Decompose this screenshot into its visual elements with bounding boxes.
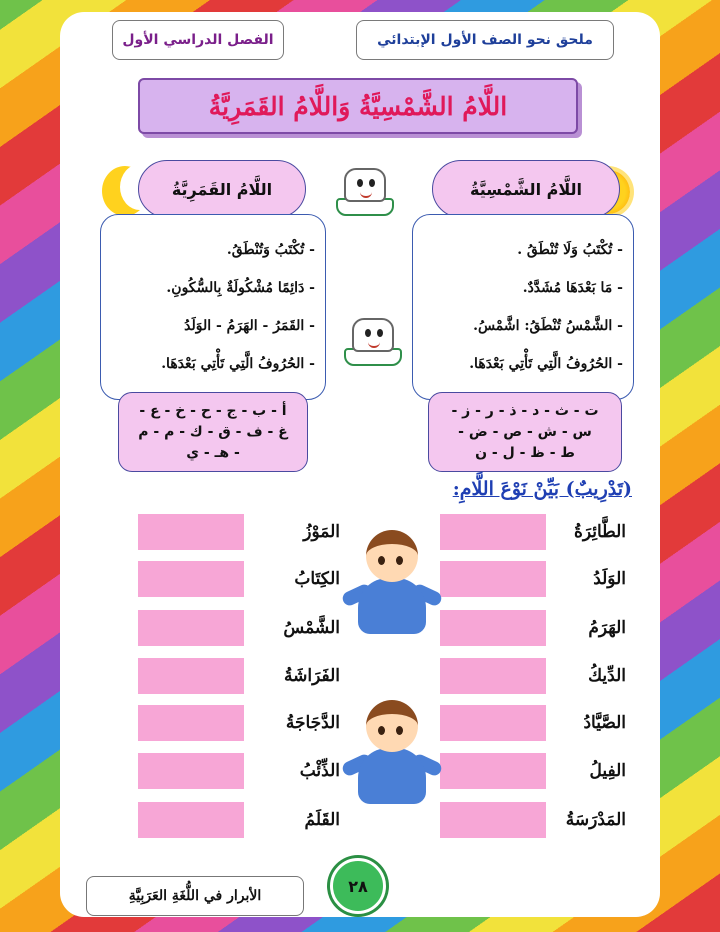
exercise-word: الدَّجَاجَةُ [285, 713, 340, 733]
rule-item: - تُكْتَبُ وَلَا تُنْطَقُ . [419, 231, 623, 269]
shamsiya-heading: اللَّامُ الشَّمْسِيَّةُ [432, 160, 620, 218]
book-label: ملحق نحو الصف الأول الإبتدائي [356, 20, 614, 60]
qamariya-letters [118, 392, 308, 472]
letters-line: ط - ظ - ل - ن [475, 444, 575, 461]
letters-line: س - ش - ص - ض - [458, 423, 592, 440]
rule-item: - القَمَرُ - الهَرَمُ - الوَلَدُ [107, 307, 315, 345]
footer-book-name: الأبرار في اللُّغَةِ العَرَبِيَّةِ [86, 876, 304, 916]
rule-item: - الشَّمْسُ تُنْطَقُ: اشَّمْسُ. [419, 307, 623, 345]
book-character-icon [344, 318, 402, 366]
exercise-word: المَوْزُ [303, 522, 340, 542]
letters-line: غ - ف - ق - ك - م - م [138, 423, 288, 440]
answer-box[interactable] [138, 610, 244, 646]
answer-box[interactable] [440, 610, 546, 646]
child-illustration [344, 700, 436, 810]
shamsiya-rules [412, 214, 634, 400]
exercise-word: الدِّيكُ [588, 666, 626, 686]
exercise-word: الذِّئْبُ [299, 761, 340, 781]
answer-box[interactable] [138, 705, 244, 741]
answer-box[interactable] [440, 753, 546, 789]
exercise-word: الفِيلُ [589, 761, 626, 781]
book-character-icon [336, 168, 394, 216]
answer-box[interactable] [440, 802, 546, 838]
qamariya-rules [100, 214, 326, 400]
exercise-word: الفَرَاشَةُ [284, 666, 340, 686]
exercise-word: الصَّيَّادُ [583, 713, 626, 733]
exercise-word: الوَلَدُ [593, 569, 626, 589]
shamsiya-letters [428, 392, 622, 472]
rule-item: - الحُرُوفُ الَّتِي تَأْتِي بَعْدَهَا. [107, 345, 315, 383]
exercise-word: الهَرَمُ [588, 618, 626, 638]
letters-line: أ - ب - ج - ح - خ - ع - [139, 402, 287, 419]
qamariya-heading: اللَّامُ القَمَرِيَّةُ [138, 160, 306, 218]
exercise-title: (تَدْرِيبٌ) بَيِّنْ نَوْعَ اللَّامِ: [452, 478, 632, 500]
answer-box[interactable] [440, 514, 546, 550]
rule-item: - دَائِمًا مُشْكُولَةٌ بِالسُّكُونِ. [107, 269, 315, 307]
answer-box[interactable] [138, 658, 244, 694]
exercise-word: الشَّمْسُ [283, 618, 340, 638]
term-label: الفصل الدراسي الأول [112, 20, 284, 60]
answer-box[interactable] [138, 561, 244, 597]
rule-item: - الحُرُوفُ الَّتِي تَأْتِي بَعْدَهَا. [419, 345, 623, 383]
answer-box[interactable] [138, 753, 244, 789]
page-title: اللَّامُ الشَّمْسِيَّةُ وَاللَّامُ القَمَرِيَّةُ [138, 78, 578, 134]
child-illustration [344, 530, 436, 640]
exercise-word: المَدْرَسَةُ [565, 810, 626, 830]
answer-box[interactable] [440, 705, 546, 741]
exercise-word: القَلَمُ [304, 810, 340, 830]
letters-line: ت - ث - د - ذ - ر - ز - [451, 402, 599, 419]
answer-box[interactable] [138, 514, 244, 550]
answer-box[interactable] [440, 561, 546, 597]
page-number-badge: ٢٨ [330, 858, 386, 914]
answer-box[interactable] [138, 802, 244, 838]
rule-item: - تُكْتَبُ وَتُنْطَقُ. [107, 231, 315, 269]
exercise-word: الكِتَابُ [294, 569, 340, 589]
letters-line: - هـ - ي [186, 444, 240, 461]
exercise-word: الطَّائِرَةُ [573, 522, 626, 542]
answer-box[interactable] [440, 658, 546, 694]
rule-item: - مَا بَعْدَهَا مُشَدَّدٌ. [419, 269, 623, 307]
